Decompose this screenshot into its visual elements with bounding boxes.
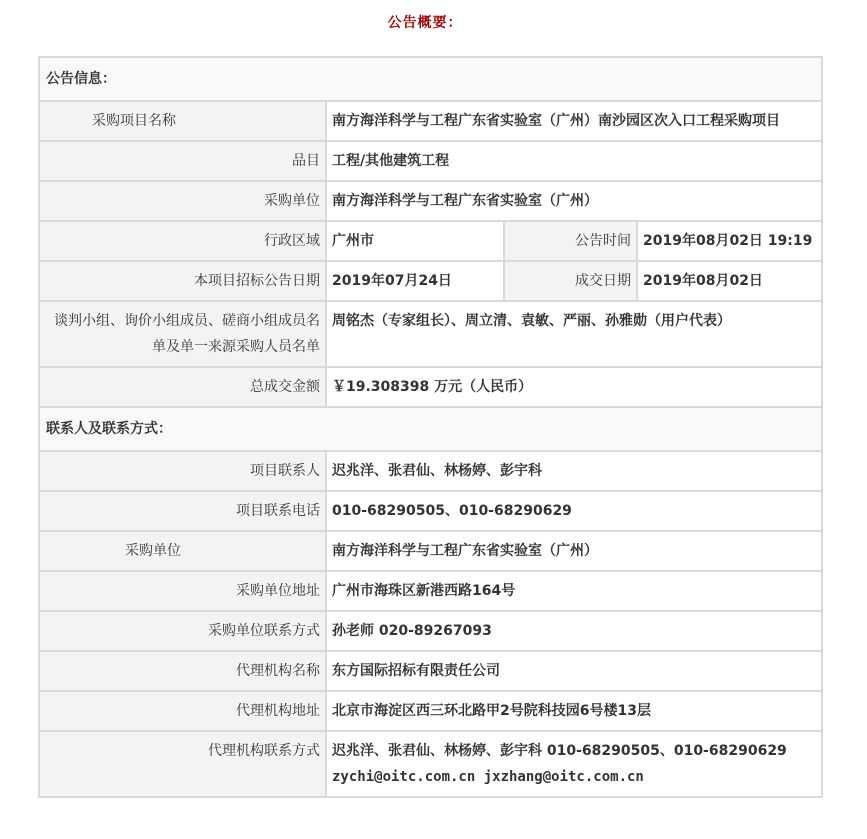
row-project-contact	[40, 452, 821, 490]
notice-info-header-row	[40, 58, 821, 100]
notice-time-label: 公告时间	[505, 222, 636, 260]
notice-summary-table	[38, 56, 823, 798]
project-phone-value: 010-68290505、010-68290629	[327, 492, 821, 530]
agency-address-label: 代理机构地址	[40, 692, 325, 730]
agency-address-value: 北京市海淀区西三环北路甲2号院科技园6号楼13层	[327, 692, 821, 730]
purchaser-label: 采购单位	[40, 182, 325, 220]
purchaser-address-label: 采购单位地址	[40, 572, 325, 610]
agency-contact-label: 代理机构联系方式	[40, 732, 325, 796]
region-value: 广州市	[327, 222, 503, 260]
agency-contact-line1: 迟兆洋、张君仙、林杨婷、彭宇科 010-68290505、010-68290629	[332, 743, 787, 759]
page-title: 公告概要：	[387, 15, 463, 31]
deal-date-label: 成交日期	[505, 262, 636, 300]
row-category	[40, 142, 821, 180]
project-phone-label: 项目联系电话	[40, 492, 325, 530]
row-region-time	[40, 222, 821, 260]
section-header-contact: 联系人及联系方式：	[40, 408, 821, 450]
amount-label: 总成交金额	[40, 368, 325, 406]
contact-purchaser-label: 采购单位	[40, 532, 325, 570]
row-dates	[40, 262, 821, 300]
project-name-value: 南方海洋科学与工程广东省实验室（广州）南沙园区次入口工程采购项目	[327, 102, 821, 140]
project-contact-label: 项目联系人	[40, 452, 325, 490]
project-name-label: 采购项目名称	[40, 102, 325, 140]
panel-label: 谈判小组、询价小组成员、磋商小组成员名单及单一来源采购人员名单	[40, 302, 325, 366]
bid-date-label: 本项目招标公告日期	[40, 262, 325, 300]
amount-value: ￥19.308398 万元（人民币）	[327, 368, 821, 406]
notice-time-value: 2019年08月02日 19:19	[638, 222, 821, 260]
row-agency-address	[40, 692, 821, 730]
row-purchaser-address	[40, 572, 821, 610]
purchaser-contact-label: 采购单位联系方式	[40, 612, 325, 650]
agency-contact-emails: zychi@oitc.com.cn jxzhang@oitc.com.cn	[332, 769, 644, 785]
row-purchaser-contact	[40, 612, 821, 650]
category-value: 工程/其他建筑工程	[327, 142, 821, 180]
row-amount	[40, 368, 821, 406]
panel-value: 周铭杰（专家组长）、周立清、袁敏、严丽、孙雅勋（用户代表）	[327, 302, 821, 366]
deal-date-value: 2019年08月02日	[638, 262, 821, 300]
purchaser-value: 南方海洋科学与工程广东省实验室（广州）	[327, 182, 821, 220]
purchaser-address-value: 广州市海珠区新港西路164号	[327, 572, 821, 610]
row-purchaser	[40, 182, 821, 220]
region-label: 行政区域	[40, 222, 325, 260]
row-agency-name	[40, 652, 821, 690]
row-agency-contact	[40, 732, 821, 796]
agency-contact-value	[327, 732, 821, 796]
agency-name-value: 东方国际招标有限责任公司	[327, 652, 821, 690]
row-panel	[40, 302, 821, 366]
agency-name-label: 代理机构名称	[40, 652, 325, 690]
project-contact-value: 迟兆洋、张君仙、林杨婷、彭宇科	[327, 452, 821, 490]
row-project-phone	[40, 492, 821, 530]
contact-header-row	[40, 408, 821, 450]
category-label: 品目	[40, 142, 325, 180]
bid-date-value: 2019年07月24日	[327, 262, 503, 300]
row-project-name	[40, 102, 821, 140]
section-header-notice: 公告信息：	[40, 58, 821, 100]
contact-purchaser-value: 南方海洋科学与工程广东省实验室（广州）	[327, 532, 821, 570]
purchaser-contact-value: 孙老师 020-89267093	[327, 612, 821, 650]
row-contact-purchaser	[40, 532, 821, 570]
